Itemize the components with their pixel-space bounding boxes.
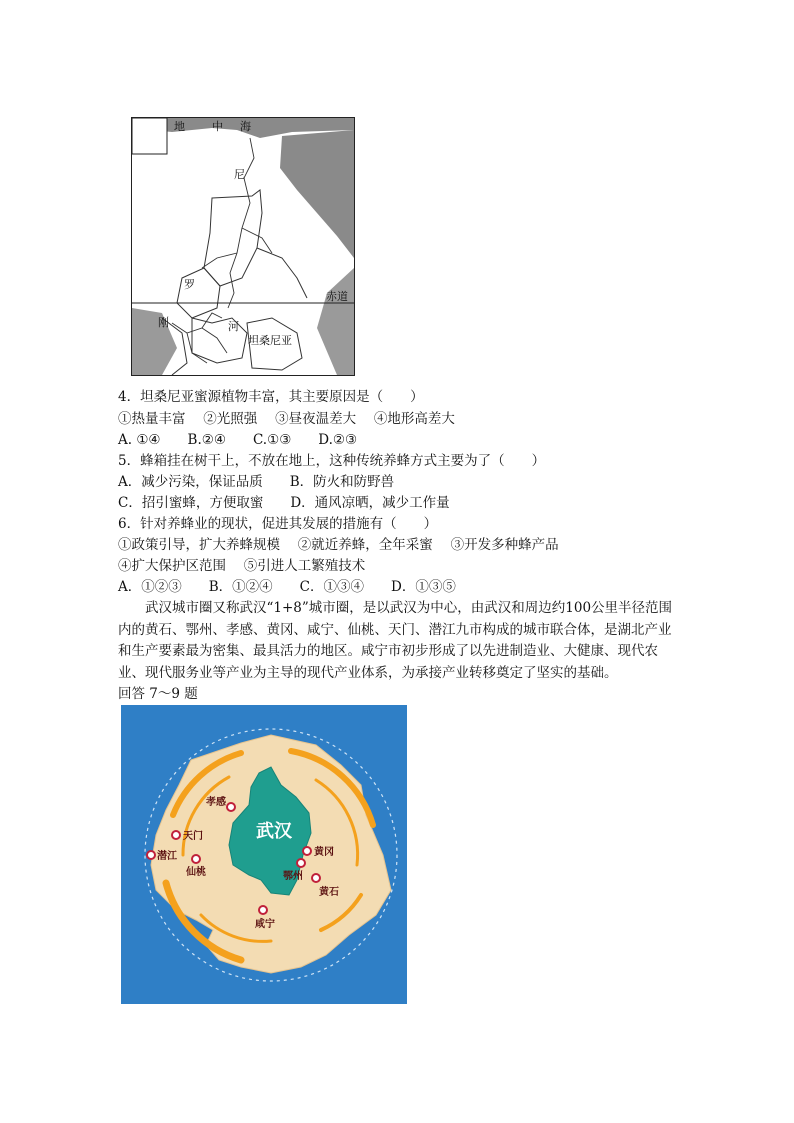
- q5-choices-cd: C．招引蜜蜂，方便取蜜 D．通风凉晒，减少工作量: [118, 495, 450, 511]
- q4-choices: A. ①④ B.②④ C.①③ D.②③: [118, 432, 358, 448]
- west-region: [132, 308, 177, 375]
- inset-box: [132, 118, 167, 154]
- city-huangshi: 黄石: [319, 887, 339, 898]
- q5-stem: 5．蜂箱挂在树干上，不放在地上，这种传统养蜂方式主要为了（ ）: [118, 453, 546, 469]
- q4-stem: 4．坦桑尼亚蜜源植物丰富，其主要原因是（ ）: [118, 389, 424, 405]
- city-huanggang: 黄冈: [314, 847, 334, 858]
- q6-choices: A．①②③ B．①②④ C．①③④ D．①③⑤: [118, 579, 456, 595]
- q6-options-1: ①政策引导，扩大养蜂规模 ②就近养蜂，全年采蜜 ③开发多种蜂产品: [118, 537, 559, 553]
- passage-instruction: 回答 7～9 题: [118, 686, 198, 702]
- wuhan-map: [121, 705, 407, 1004]
- city-tianmen: 天门: [183, 831, 203, 842]
- label-equator: 赤道: [326, 290, 348, 303]
- wuhan-label: 武汉: [256, 821, 292, 842]
- label-country: 坦桑尼亚: [248, 334, 292, 347]
- label-congo-1: 刚: [158, 316, 169, 329]
- label-sea-2: 中: [212, 120, 223, 133]
- arabia-landmass: [280, 130, 354, 258]
- label-sea-3: 海: [240, 120, 251, 133]
- city-xiaogan: 孝感: [206, 797, 226, 808]
- label-nile-1: 尼: [234, 168, 245, 181]
- city-xianning: 咸宁: [255, 919, 275, 930]
- label-congo-2: 河: [228, 320, 239, 333]
- city-xiantao: 仙桃: [186, 867, 206, 878]
- label-nile-2: 罗: [184, 278, 195, 291]
- passage: [118, 598, 678, 706]
- wuhan-map-svg: [121, 705, 407, 1004]
- passage-text: 武汉城市圈又称武汉“1+8”城市圈，是以武汉为中心，由武汉和周边约100公里半径范围内的黄石、鄂州、孝感、黄冈、咸宁、仙桃、天门、潜江九市构成的城市联合体，是湖北产业和生产要素最为密集、最具活力的地区。咸宁市初步形成了以先进制造业、大健康、现代农业、现代服务业等产业为主导的现代产业体系，为承接产业转移奠定了坚实的基础。: [118, 600, 673, 681]
- q6-options-2: ④扩大保护区范围 ⑤引进人工繁殖技术: [118, 558, 366, 574]
- rivers: [172, 138, 272, 363]
- africa-map: [131, 117, 355, 376]
- q6-stem: 6．针对养蜂业的现状，促进其发展的措施有（ ）: [118, 516, 438, 532]
- q4-options: ①热量丰富 ②光照强 ③昼夜温差大 ④地形高差大: [118, 411, 455, 427]
- indian-ocean: [317, 268, 354, 375]
- q5-choices-ab: A．减少污染，保证品质 B．防火和防野兽: [118, 474, 395, 490]
- city-qianjiang: 潜江: [157, 851, 177, 862]
- city-ezhou: 鄂州: [283, 871, 303, 882]
- africa-map-svg: [132, 118, 354, 375]
- label-sea-1: 地: [174, 120, 185, 133]
